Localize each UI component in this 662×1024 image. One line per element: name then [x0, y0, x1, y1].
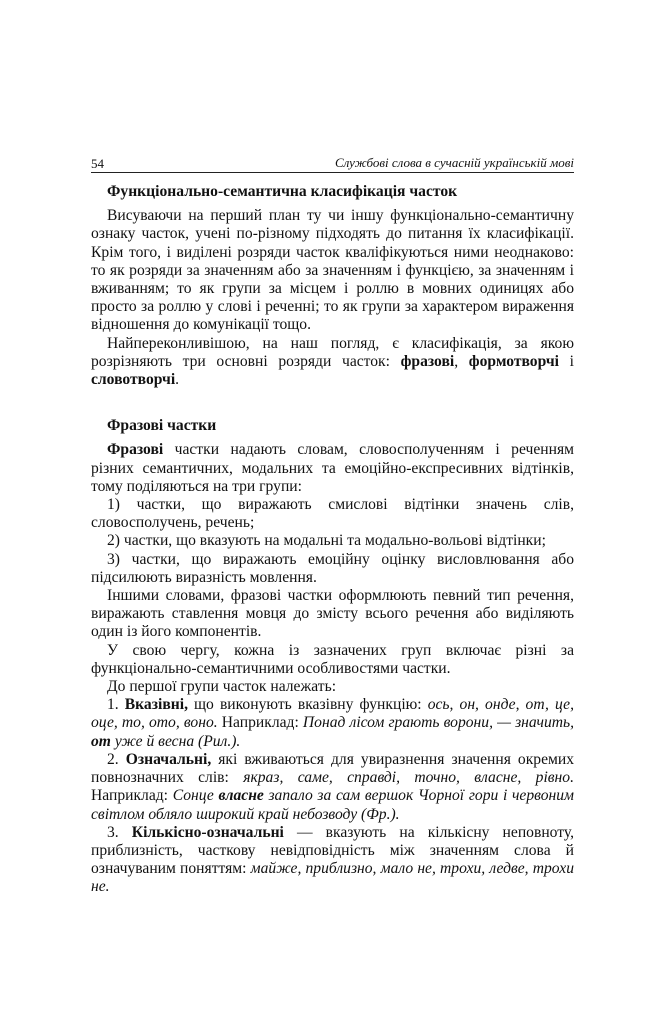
examples-list: ось, он, онде, от, це, оце, то, ото, воно.	[91, 696, 574, 732]
spacer	[91, 389, 574, 417]
group-text: — вказують на кількісну неповноту, приблизність, часткову невідповідність між значенням слова й означуваним поняттям:	[91, 823, 575, 878]
term-phrase: Фразові	[107, 441, 164, 459]
paragraph: У свою чергу, кожна із зазначених груп включає різні за функціонально-семантичними особливостями частки.	[91, 641, 574, 677]
group-term: Кількісно-означальні	[131, 823, 284, 841]
group-term: Вказівні,	[124, 696, 188, 714]
paragraph: До першої групи часток належать:	[107, 678, 337, 696]
group-item-demonstrative	[91, 696, 574, 751]
page-number: 54	[91, 156, 104, 171]
paragraph-text: Висуваючи на перший план ту чи іншу функціонально-семантичну ознаку часток, учені по-різному підходять до питання їх класифікації. Крім того, і виділені розряди часток кваліфікуються ними неоднаково: то як розряди за значенням або за значенням і функцією, за значенням і вживанням; то як групи за місцем і роллю в мовних одиницях або просто за роллю у слові і реченні; то як групи за характером вираження відношення до комунікації тощо.	[91, 207, 574, 334]
example-text: ить,	[543, 714, 575, 732]
term-phrase: фразові	[400, 352, 455, 370]
group-number: 1.	[107, 696, 125, 714]
group-item-quantitative	[91, 824, 574, 897]
paragraph-text: Найпереконливішою, на наш погляд, є класифікація, за якою розрізняють три основні розряди часток:	[91, 334, 574, 370]
separator: .	[175, 371, 180, 389]
group-term: Означальні,	[125, 750, 212, 768]
page-header	[91, 155, 574, 173]
page-content	[91, 183, 574, 897]
group-number: 3.	[107, 823, 132, 841]
group-text: що виконують вказівну функцію:	[187, 696, 428, 714]
example-highlight: власне	[218, 787, 264, 805]
example-label: Наприклад:	[217, 714, 303, 732]
example-text: Понад лісом грають ворони, — знач	[302, 714, 544, 732]
example-label: Наприклад:	[91, 787, 173, 805]
separator: ,	[454, 352, 469, 370]
term-word: словотворчі	[91, 371, 176, 389]
paragraph: Іншими словами, фразові частки оформлюють певний тип речення, виражають ставлення мовця до змісту всього речення або виділяють один із його компонентів.	[91, 587, 574, 641]
paragraph-text: частки надають словам, словосполученням і реченням різних семантичних, модальних та емоційно-експресивних відтінків, тому поділяються на три групи:	[91, 441, 574, 495]
list-item: 1) частки, що виражають смислові відтінки значень слів, словосполучень, речень;	[91, 496, 574, 532]
group-item-attributive	[91, 751, 574, 824]
example-text: Сонце	[172, 787, 219, 805]
examples-list: якраз, саме, справді, точно, власне, рівно.	[243, 769, 574, 787]
group-number: 2.	[107, 750, 126, 768]
separator: і	[559, 352, 574, 370]
paragraph	[91, 441, 574, 496]
running-title: Службові слова в сучасній українській мові	[334, 155, 574, 170]
term-form: формотворчі	[468, 352, 560, 370]
section-heading-phrase-particles: Фразові частки	[107, 417, 217, 435]
list-item: 2) частки, що вказують на модальні та модально-вольові відтінки;	[107, 532, 546, 550]
paragraph	[91, 335, 574, 390]
example-highlight: от	[91, 732, 111, 750]
examples-list: майже, приблизно, мало не, трохи, ледве, трохи не.	[91, 860, 574, 896]
list-item: 3) частки, що виражають емоційну оцінку висловлювання або підсилюють виразність мовлення.	[91, 550, 574, 586]
example-text: запало за сам вершок Чорної гори і червоним світлом обляло широкий край небозводу (Фр.).	[91, 787, 574, 823]
paragraph	[91, 207, 574, 334]
group-text: які вживаються для увиразнення значення окремих повнозначних слів:	[91, 750, 575, 787]
example-text: уже й весна (Рил.).	[110, 732, 241, 750]
section-heading-classification: Функціонально-семантична класифікація часток	[107, 183, 458, 200]
